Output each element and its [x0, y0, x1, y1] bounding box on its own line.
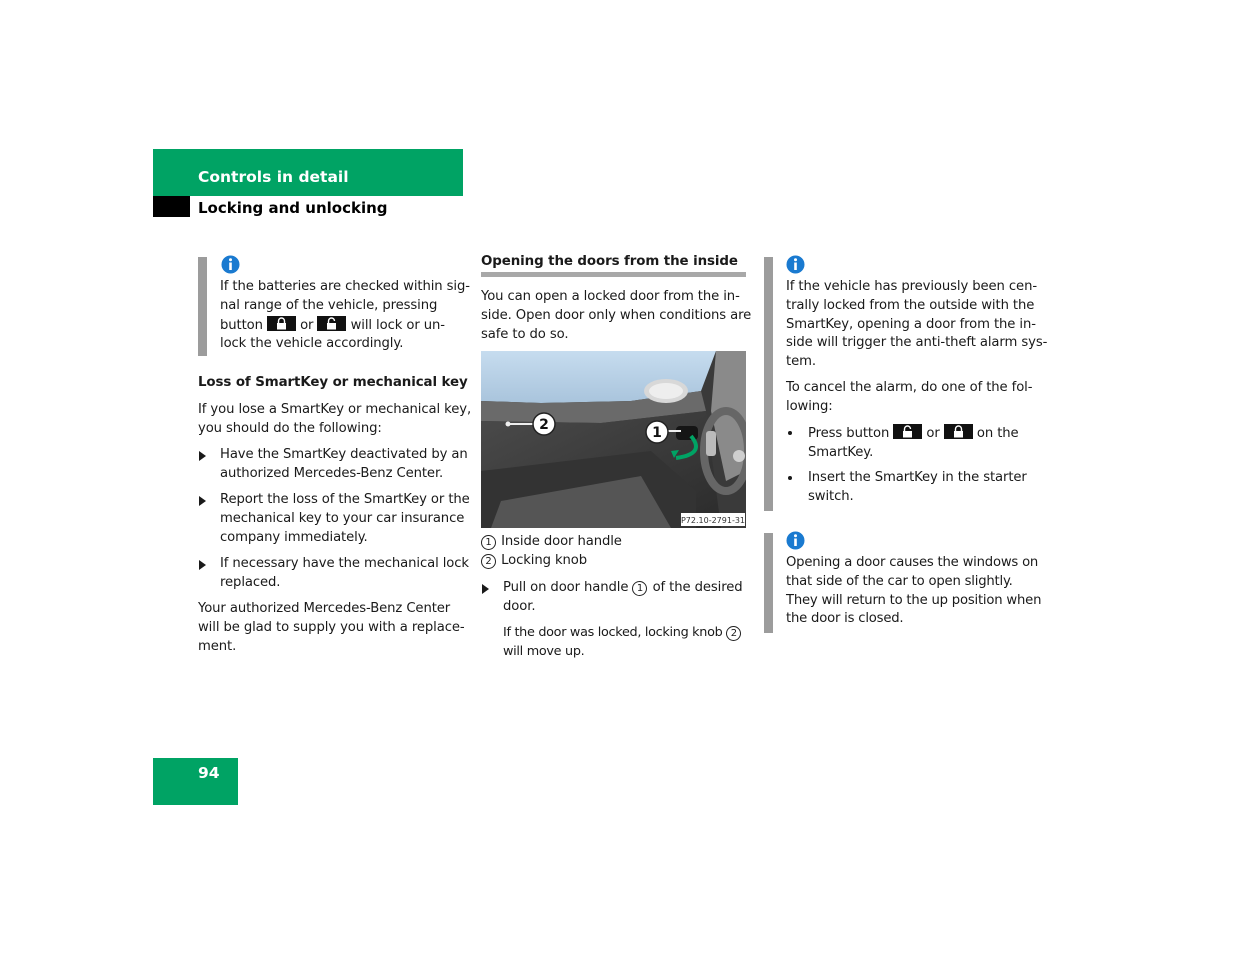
step-arrow-icon	[199, 496, 206, 506]
step-item: If necessary have the mechanical lock replaced.	[220, 556, 469, 590]
step-arrow-icon	[199, 451, 206, 461]
heading-rule	[481, 272, 746, 277]
info-bar	[764, 257, 773, 511]
door-interior-photo	[481, 351, 746, 528]
info-bar	[764, 533, 773, 633]
unlock-button-icon	[893, 424, 922, 439]
cancel-text: To cancel the alarm, do one of the fol- lowing:	[786, 380, 1033, 414]
header-marker	[153, 196, 190, 217]
window-info-text: Opening a door causes the windows on that side of the car to open slightly. They will return to the up position when the door is closed.	[786, 555, 1042, 627]
callout-2: 2	[539, 417, 549, 433]
page-number: 94	[198, 764, 220, 782]
section-subtitle: Locking and unlocking	[198, 199, 388, 217]
lock-button-icon	[267, 316, 296, 331]
alarm-info-text: If the vehicle has previously been cen- trally locked from the outside with the SmartKey, opening a door from the in- side will trigger the anti-theft alarm sys- tem.	[786, 279, 1048, 370]
step-arrow-icon	[482, 584, 489, 594]
cancel-option: Insert the SmartKey in the starter switch.	[808, 470, 1027, 504]
bullet-icon	[788, 476, 792, 480]
section-title: Controls in detail	[198, 168, 349, 186]
loss-heading: Loss of SmartKey or mechanical key	[198, 375, 468, 390]
lock-button-icon	[944, 424, 973, 439]
step-arrow-icon	[199, 560, 206, 570]
info-icon	[786, 255, 805, 274]
loss-intro: If you lose a SmartKey or mechanical key, you should do the following:	[198, 402, 472, 436]
opening-intro: You can open a locked door from the in- side. Open door only when conditions are safe to do so.	[481, 289, 752, 342]
callout-1: 1	[652, 425, 662, 441]
info-bar	[198, 257, 207, 356]
lock-note: If the door was locked, locking knob 2 will move up.	[503, 624, 742, 662]
legend-item: 2 Locking knob	[481, 552, 587, 571]
bullet-icon	[788, 431, 792, 435]
info-icon	[221, 255, 240, 274]
step-item: Report the loss of the SmartKey or the mechanical key to your car insurance company immediately.	[220, 492, 470, 545]
pull-step: Pull on door handle 1 of the desired door.	[503, 580, 743, 614]
opening-heading: Opening the doors from the inside	[481, 254, 738, 269]
legend-item: 1 Inside door handle	[481, 533, 622, 552]
cancel-option: Press button or on the SmartKey.	[808, 426, 1019, 460]
image-code: P72.10-2791-31	[680, 516, 746, 525]
info-text: If the batteries are checked within sig- nal range of the vehicle, pressing button or will lock or un- lock the vehicle accordingly.	[220, 279, 470, 352]
unlock-button-icon	[317, 316, 346, 331]
info-icon	[786, 531, 805, 550]
step-item: Have the SmartKey deactivated by an authorized Mercedes-Benz Center.	[220, 447, 468, 481]
page-number-box	[153, 758, 238, 805]
closing-text: Your authorized Mercedes-Benz Center will be glad to supply you with a replace- ment.	[198, 601, 465, 654]
